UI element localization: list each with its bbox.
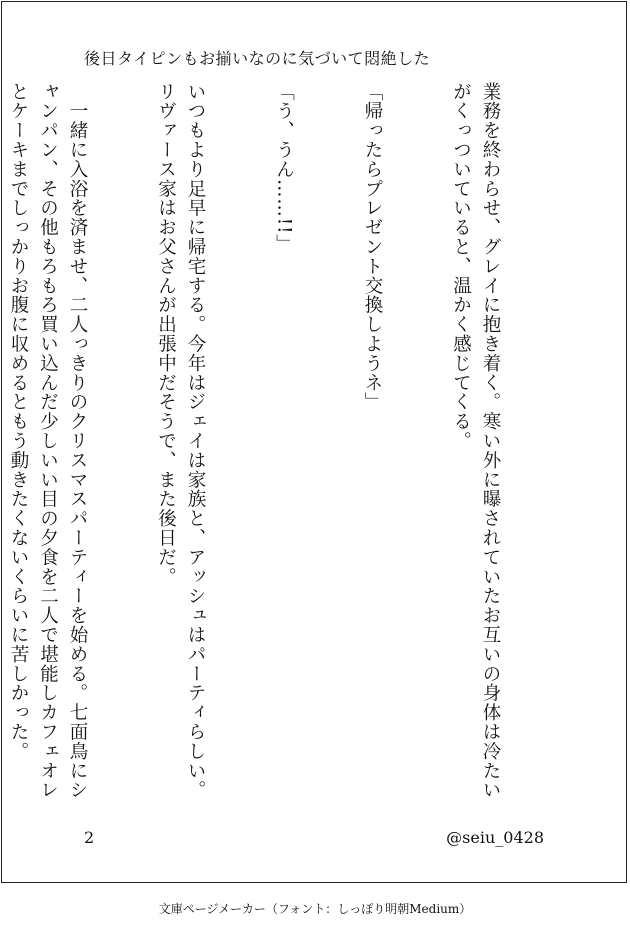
paragraph: 「帰ったらプレゼント交換しようネ」 bbox=[362, 82, 383, 412]
paragraph: 業務を終わらせ、グレイに抱き着く。寒い外に曝されていたお互いの身体は冷たいがくっついていると、温かく感じてくる。 bbox=[450, 82, 501, 800]
paragraph: 一緒に入浴を済ませ、二人っきりのクリスマスパーティーを始める。七面鳥にシャンパン、その他もろもろ買い込んだ少しいい目の夕食を二人で堪能しカフェオレとケーキまでしっかりお腹に収めるともう動きたくないくらいに苦しかった。 bbox=[8, 82, 88, 800]
paragraph: 「う、うん……!!」 bbox=[273, 82, 295, 254]
paragraph: いつもより足早に帰宅する。今年はジェイは家族と、アッシュはパーティらしい。リヴァース家はお父さんが出張中だそうで、また後日だ。 bbox=[155, 82, 206, 800]
page-number: 2 bbox=[84, 828, 95, 847]
author-handle: @seiu_0428 bbox=[446, 828, 544, 847]
page-frame bbox=[1, 1, 627, 883]
vertical-body-text bbox=[0, 82, 564, 802]
footer-credit: 文庫ページメーカー（フォント：しっぽり明朝Medium） bbox=[158, 902, 472, 916]
page-title: 後日タイピンもお揃いなのに気づいて悶絶した bbox=[84, 49, 431, 68]
